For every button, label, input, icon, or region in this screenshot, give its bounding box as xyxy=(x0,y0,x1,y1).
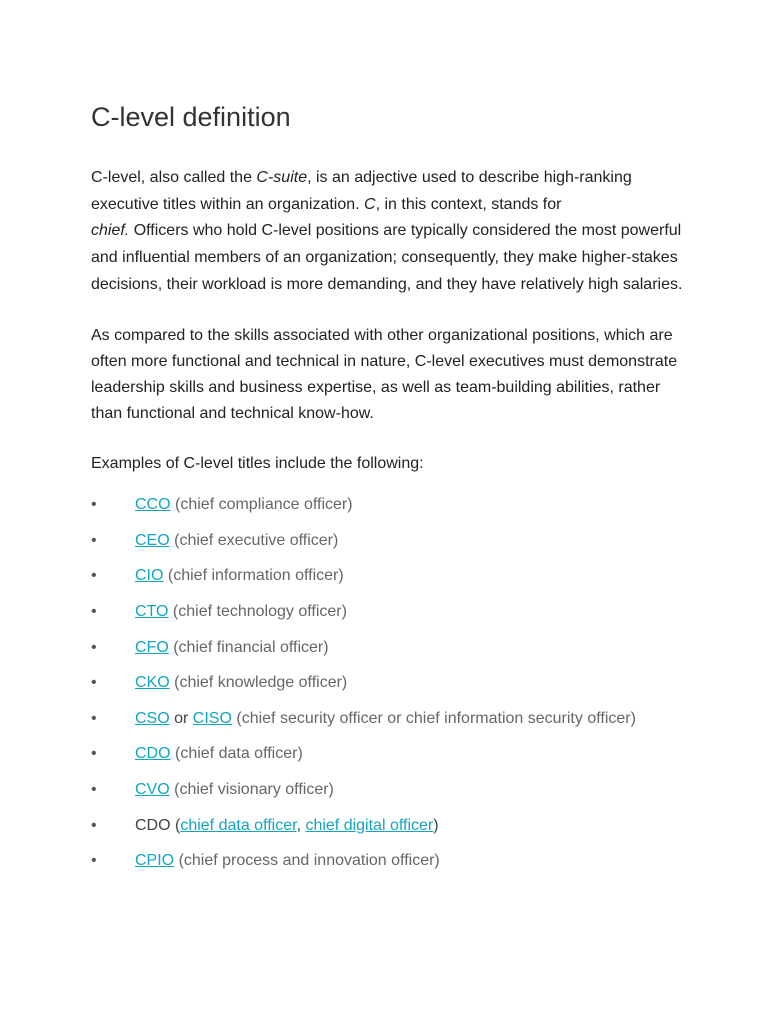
cdo-link[interactable]: CDO xyxy=(135,745,171,763)
cso-link[interactable]: CSO xyxy=(135,709,170,727)
bullet: • xyxy=(91,496,97,514)
chief-data-officer-link[interactable]: chief data officer xyxy=(180,816,297,834)
emphasis-c-suite: C-suite xyxy=(256,169,308,186)
cio-link[interactable]: CIO xyxy=(135,567,164,585)
chief-digital-officer-link[interactable]: chief digital officer xyxy=(305,816,434,834)
bullet: • xyxy=(91,674,97,692)
definition-paragraph xyxy=(91,165,691,299)
bullet: • xyxy=(91,745,97,763)
list-item xyxy=(91,638,691,658)
emphasis-c: C xyxy=(364,195,376,213)
item-suffix: ) xyxy=(433,816,439,834)
item-description: (chief compliance officer) xyxy=(170,496,353,514)
list-item xyxy=(91,709,691,729)
cto-link[interactable]: CTO xyxy=(135,603,169,620)
cvo-link[interactable]: CVO xyxy=(135,780,170,798)
item-prefix: CDO ( xyxy=(135,816,181,834)
bullet: • xyxy=(91,638,97,656)
list-item xyxy=(91,851,691,871)
cpio-link[interactable]: CPIO xyxy=(135,852,175,870)
item-description: (chief information officer) xyxy=(163,567,344,585)
list-item xyxy=(91,531,691,551)
item-description: (chief knowledge officer) xyxy=(169,674,348,692)
cfo-link[interactable]: CFO xyxy=(135,638,169,656)
list-item xyxy=(91,495,691,515)
or-connector: or xyxy=(169,709,193,727)
text-segment: Officers who hold C-level positions are typically considered the most powerful and influential members of an organization; consequently, they make higher-stakes decisions, their workload is more demanding, and they have relatively high salaries. xyxy=(91,222,683,293)
bullet: • xyxy=(91,816,97,834)
bullet: • xyxy=(91,531,97,549)
examples-intro: Examples of C-level titles include the following: xyxy=(91,454,424,472)
item-description: (chief visionary officer) xyxy=(169,780,334,798)
item-description: (chief data officer) xyxy=(170,745,303,763)
ceo-link[interactable]: CEO xyxy=(135,531,170,549)
bullet: • xyxy=(91,709,97,727)
cco-link[interactable]: CCO xyxy=(135,496,171,514)
list-item xyxy=(91,602,691,622)
list-item xyxy=(91,780,691,800)
page-title: C-level definition xyxy=(91,102,291,132)
list-item xyxy=(91,816,691,836)
text-segment: , is an adjective used to describe high-ranking executive titles within an organization. xyxy=(91,169,632,213)
article xyxy=(91,100,691,887)
text-segment: C-level, also called the xyxy=(91,169,257,186)
emphasis-chief: chief. xyxy=(91,222,130,240)
bullet: • xyxy=(91,852,97,870)
list-item xyxy=(91,673,691,693)
bullet: • xyxy=(91,567,97,585)
list-item xyxy=(91,566,691,586)
text-segment: , in this context, stands for xyxy=(375,195,562,213)
separator: , xyxy=(296,816,306,834)
ciso-link[interactable]: CISO xyxy=(192,709,232,727)
item-description: (chief executive officer) xyxy=(169,531,339,549)
item-description: (chief financial officer) xyxy=(168,638,329,656)
c-level-titles-list xyxy=(91,495,691,871)
item-description: (chief technology officer) xyxy=(168,603,347,620)
item-description: (chief process and innovation officer) xyxy=(174,852,440,870)
skills-paragraph: As compared to the skills associated with other organizational positions, which are often more functional and technical in nature, C-level executives must demonstrate leadership skills and business expertise, as well as team-building abilities, rather than functional and technical know-how. xyxy=(91,326,678,422)
bullet: • xyxy=(91,780,97,798)
item-description: (chief security officer or chief information security officer) xyxy=(231,709,636,727)
list-item xyxy=(91,744,691,764)
bullet: • xyxy=(91,603,97,620)
cko-link[interactable]: CKO xyxy=(135,674,170,692)
